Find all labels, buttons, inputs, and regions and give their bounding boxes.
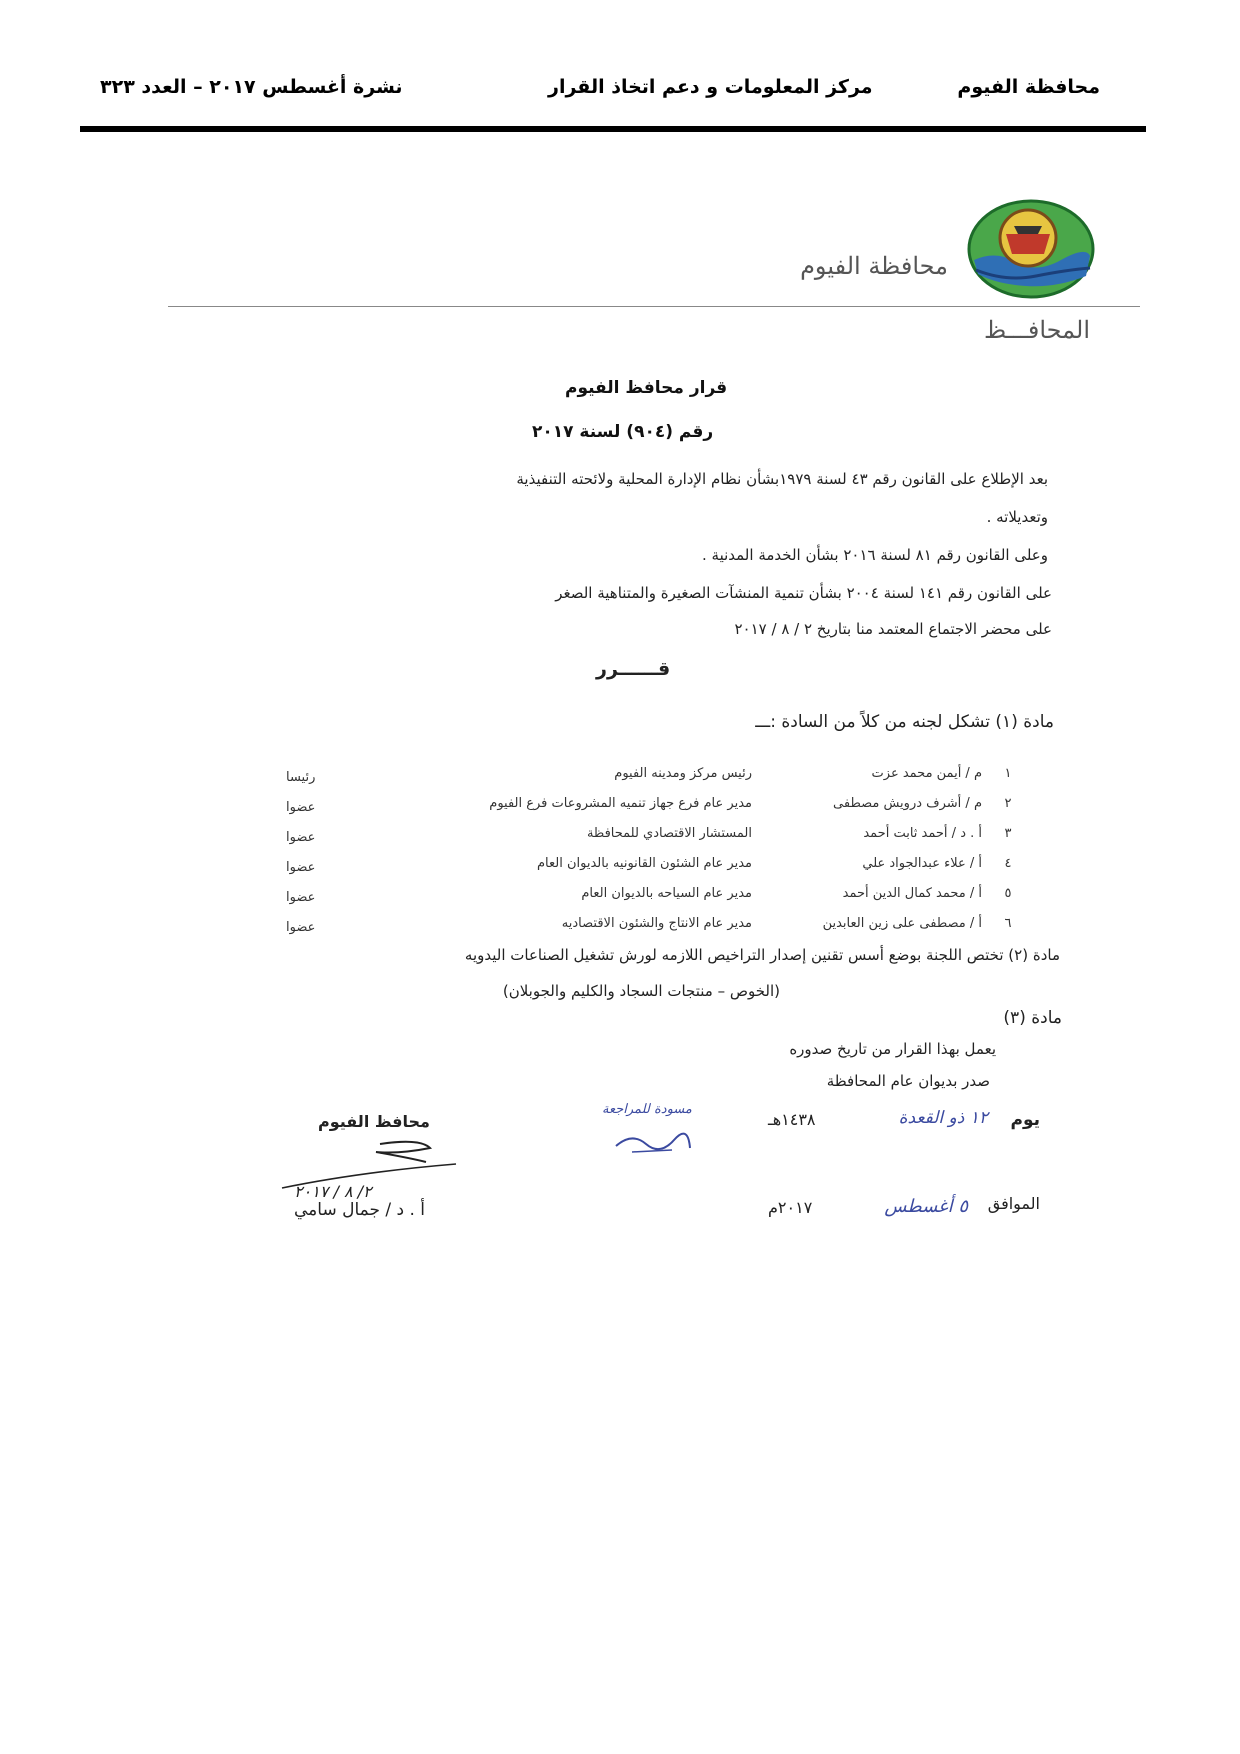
article-2: مادة (٢) تختص اللجنة بوضع أسس تقنين إصدار التراخيص اللازمه لورش تشغيل الصناعات اليدويه <box>464 946 1060 964</box>
member-number: ٦ <box>1004 916 1012 931</box>
member-name: أ . د / أحمد ثابت أحمد <box>863 826 982 841</box>
member-number: ٥ <box>1004 886 1012 901</box>
header-governorate: محافظة الفيوم <box>957 76 1100 98</box>
member-role: رئيسا <box>286 770 316 785</box>
article-1: مادة (١) تشكل لجنه من كلاً من السادة :ـــ <box>755 712 1054 732</box>
letterhead-office: المحافـــظ <box>983 316 1090 344</box>
member-name: أ / علاء عبدالجواد علي <box>862 856 982 871</box>
preamble-paragraph-1: بعد الإطلاع على القانون رقم ٤٣ لسنة ١٩٧٩بشأن نظام الإدارة المحلية ولائحته التنفيذية <box>516 470 1048 488</box>
member-number: ٣ <box>1004 826 1012 841</box>
member-number: ١ <box>1004 766 1012 781</box>
letterhead-divider <box>168 306 1140 307</box>
member-position: مدير عام الانتاج والشئون الاقتصاديه <box>561 916 752 931</box>
signature-title: محافظ الفيوم <box>318 1112 430 1131</box>
signature-date: ٢/ ٨ / ٢٠١٧ <box>294 1182 372 1201</box>
governorate-logo-icon <box>966 198 1096 300</box>
day-label: يوم <box>1010 1110 1040 1130</box>
member-name: أ / محمد كمال الدين أحمد <box>842 886 982 901</box>
member-position: مدير عام الشئون القانونيه بالديوان العام <box>536 856 752 871</box>
preamble-paragraph-1-cont: وتعديلاته . <box>986 508 1048 526</box>
member-role: عضوا <box>286 920 316 935</box>
article-2-cont: (الخوص – منتجات السجاد والكليم والجوبلان) <box>502 982 780 1000</box>
member-position: مدير عام فرع جهاز تنميه المشروعات فرع الفيوم <box>489 796 752 811</box>
article-3: مادة (٣) <box>1003 1008 1062 1028</box>
header-issue: نشرة أغسطس ٢٠١٧ – العدد ٣٢٣ <box>100 76 403 98</box>
preamble-paragraph-4: على محضر الاجتماع المعتمد منا بتاريخ ٢ / ٨ / ٢٠١٧ <box>734 620 1052 638</box>
gregorian-year: ٢٠١٧م <box>768 1198 813 1217</box>
hijri-year: ١٤٣٨هـ <box>768 1110 816 1129</box>
letterhead-governorate: محافظة الفيوم <box>800 252 948 280</box>
decides-heading: قــــــرر <box>596 658 671 680</box>
article-3-line-2: صدر بديوان عام المحافظة <box>826 1072 990 1090</box>
member-role: عضوا <box>286 800 316 815</box>
member-name: م / أشرف درويش مصطفى <box>833 796 982 811</box>
gregorian-date: ٥ أغسطس <box>884 1196 968 1217</box>
header-divider <box>80 126 1146 132</box>
hijri-date: ١٢ ذو القعدة <box>898 1108 988 1128</box>
member-name: م / أيمن محمد عزت <box>871 766 982 781</box>
member-position: رئيس مركز ومدينه الفيوم <box>614 766 752 781</box>
agree-label: الموافق <box>987 1194 1040 1213</box>
article-3-line-1: يعمل بهذا القرار من تاريخ صدوره <box>789 1040 996 1058</box>
preamble-paragraph-3: على القانون رقم ١٤١ لسنة ٢٠٠٤ بشأن تنمية المنشآت الصغيرة والمتناهية الصغر <box>555 584 1052 602</box>
signer-name: أ . د / جمال سامي <box>294 1200 426 1220</box>
member-role: عضوا <box>286 890 316 905</box>
header-center-title: مركز المعلومات و دعم اتخاذ القرار <box>548 76 873 98</box>
draft-note: مسودة للمراجعة <box>602 1102 692 1117</box>
member-position: المستشار الاقتصادي للمحافظة <box>586 826 752 841</box>
decree-title: قرار محافظ الفيوم <box>565 378 728 398</box>
draft-initials-icon <box>612 1126 692 1156</box>
member-role: عضوا <box>286 830 316 845</box>
member-role: عضوا <box>286 860 316 875</box>
decree-number: رقم (٩٠٤) لسنة ٢٠١٧ <box>532 422 714 442</box>
preamble-paragraph-2: وعلى القانون رقم ٨١ لسنة ٢٠١٦ بشأن الخدمة المدنية . <box>701 546 1048 564</box>
member-position: مدير عام السياحه بالديوان العام <box>581 886 752 901</box>
member-name: أ / مصطفى على زين العابدين <box>822 916 982 931</box>
member-number: ٢ <box>1004 796 1012 811</box>
member-number: ٤ <box>1004 856 1012 871</box>
